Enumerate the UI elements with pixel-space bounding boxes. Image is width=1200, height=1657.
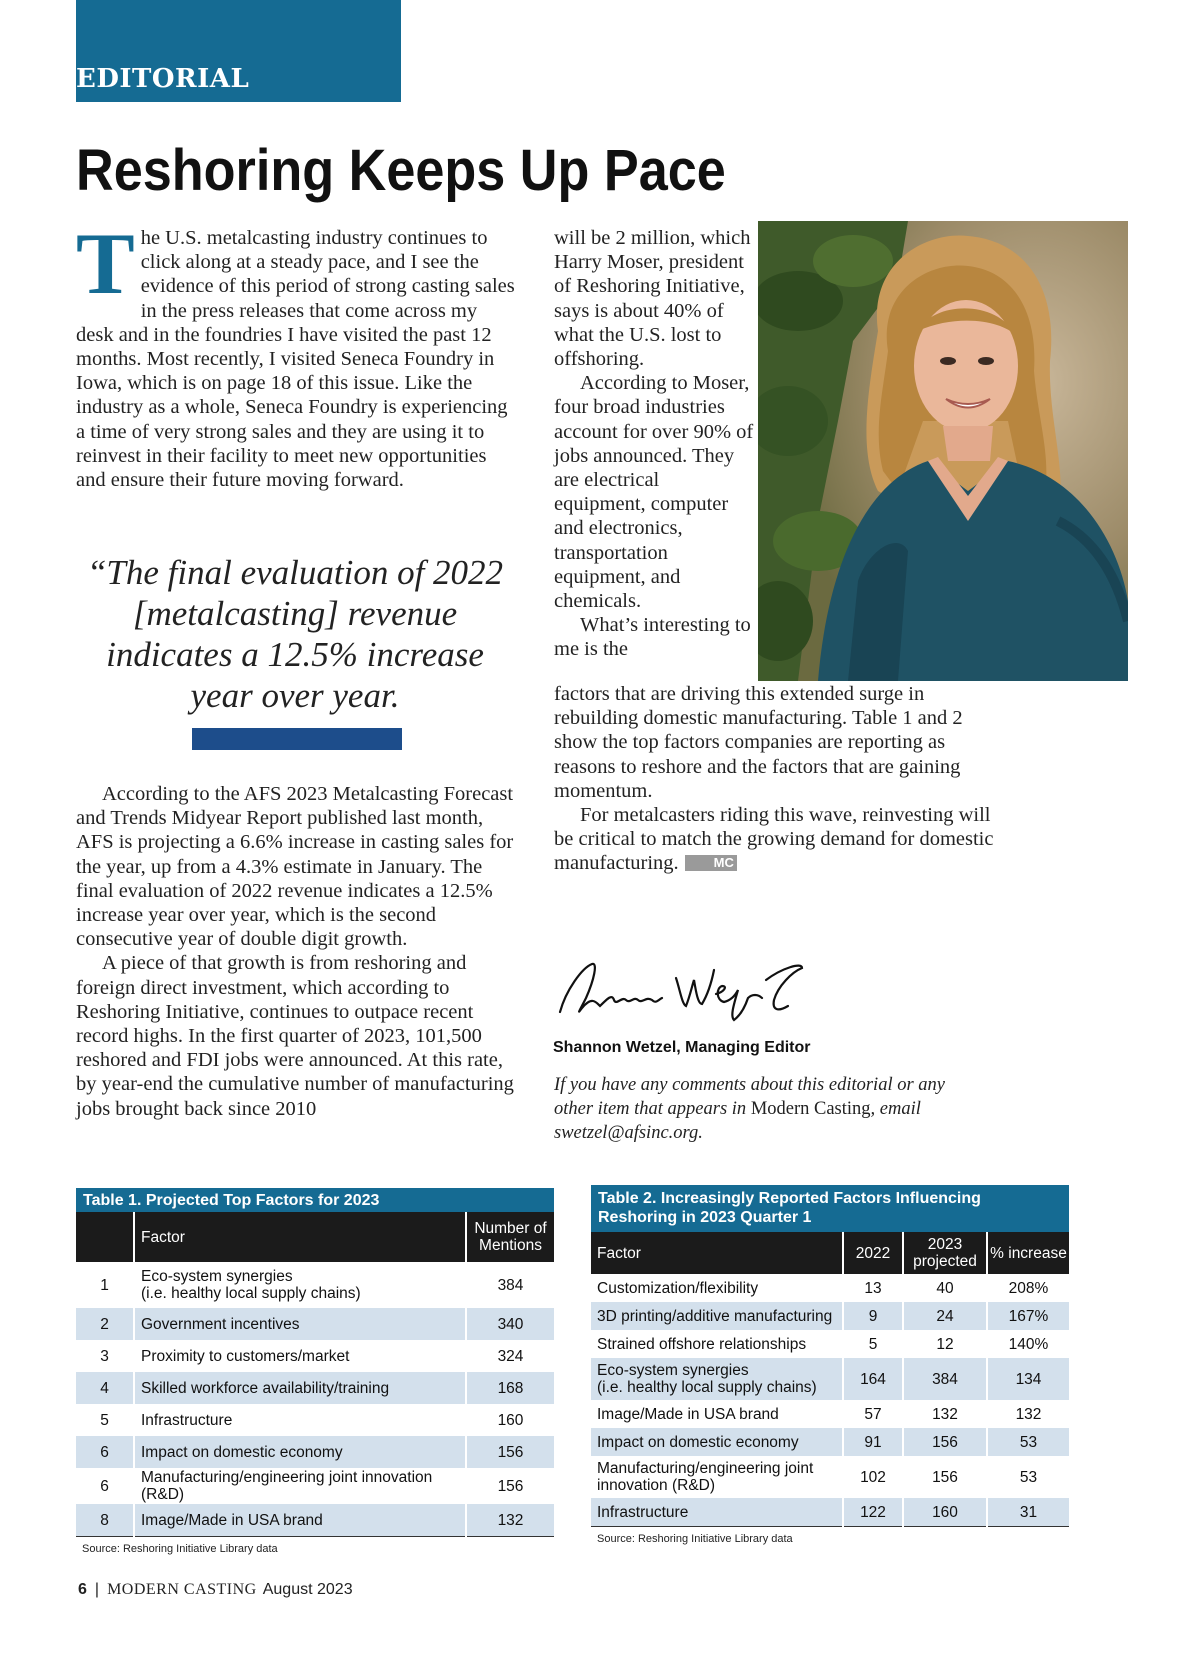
- table-2-2022-cell: 164: [843, 1358, 903, 1400]
- table-2-factor-cell: Infrastructure: [591, 1498, 843, 1527]
- contact-note-before: If you have any comments about this editorial or any other item that appears in: [554, 1075, 946, 1119]
- body-paragraph: will be 2 million, which Harry Moser, president of Reshoring Initiative, says is about 40% of what the U.S. lost to offshoring.: [554, 227, 751, 371]
- table-2-factor-cell: Eco-system synergies (i.e. healthy local supply chains): [591, 1358, 843, 1400]
- table-2-2022-cell: 91: [843, 1428, 903, 1456]
- table-2-pct-cell: 140%: [987, 1330, 1069, 1358]
- section-label: EDITORIAL: [76, 64, 250, 94]
- intro-text: he U.S. metalcasting industry continues to click along at a steady pace, and I see the evidence of this period of strong casting sales in the press releases that come across my desk and in the foundries I have visited the past 12 months. Most recently, I visited Seneca Foundry in Iowa, which is on page 18 of this issue. Like the industry as a whole, Seneca Foundry is experiencing a time of very strong sales and they are using it to reinvest in their facility to meet new opportunities and ensure their future moving forward.: [76, 227, 515, 492]
- table-2-pct-cell: 31: [987, 1498, 1069, 1527]
- table-1-header-row: [76, 1212, 554, 1262]
- footer-separator: |: [94, 1581, 100, 1598]
- table-1-header-mentions: Number of Mentions: [466, 1212, 554, 1262]
- table-1-rank-cell: 4: [76, 1372, 134, 1404]
- signature-name: Shannon Wetzel, Managing Editor: [553, 1039, 811, 1056]
- table-2-2023-cell: 156: [903, 1456, 987, 1498]
- table-1-title: Table 1. Projected Top Factors for 2023: [76, 1188, 554, 1212]
- table-2-header-2023: 2023 projected: [903, 1232, 987, 1274]
- table-2-2022-cell: 5: [843, 1330, 903, 1358]
- table-1-factor-cell: Proximity to customers/market: [134, 1340, 466, 1372]
- contact-note: [554, 1073, 984, 1145]
- table-1-rank-cell: 2: [76, 1308, 134, 1340]
- body-paragraph-text: For metalcasters riding this wave, reinvesting will be critical to match the growing demand for domestic manufacturing.: [554, 804, 994, 875]
- table-1-grid: [76, 1212, 554, 1537]
- table-2-2023-cell: 132: [903, 1400, 987, 1428]
- table-1-rank-cell: 6: [100, 1477, 109, 1495]
- table-2-pct-cell: 53: [987, 1428, 1069, 1456]
- body-paragraph-last: [554, 803, 994, 876]
- table-1-factor-cell: Skilled workforce availability/training: [134, 1372, 466, 1404]
- section-tag: [76, 0, 401, 102]
- table-row: [76, 1504, 554, 1537]
- table-1-factor-cell: Manufacturing/engineering joint innovation (R&D): [134, 1468, 466, 1504]
- table-row: [591, 1400, 1069, 1428]
- pull-quote-bar: [192, 728, 402, 750]
- table-row: [591, 1456, 1069, 1498]
- table-2-source: Source: Reshoring Initiative Library data: [597, 1533, 793, 1545]
- table-1-factor-cell: Image/Made in USA brand: [134, 1504, 466, 1537]
- table-row: [591, 1498, 1069, 1527]
- table-2-2023-cell: 12: [903, 1330, 987, 1358]
- body-paragraph: factors that are driving this extended surge in rebuilding domestic manufacturing. Table 1 and 2 show the top factors companies are reporting as reasons to reshore and the factors that are gaining momentum.: [554, 683, 963, 802]
- table-2-pct-cell: 167%: [987, 1302, 1069, 1330]
- table-2-2023-cell: 24: [903, 1302, 987, 1330]
- body-paragraph: A piece of that growth is from reshoring and foreign direct investment, which according to Reshoring Initiative, continues to outpace recent record highs. In the first quarter of 2023, 101,500 reshored and FDI jobs were announced. At this rate, by year-end the cumulative number of manufacturing jobs brought back since 2010: [76, 952, 514, 1120]
- body-column-left: [76, 782, 521, 1121]
- table-1-factor-cell: Government incentives: [134, 1308, 466, 1340]
- page-number: 6: [78, 1581, 87, 1598]
- table-2-2023-cell: 384: [903, 1358, 987, 1400]
- table-1-mentions-cell: 156: [466, 1468, 554, 1504]
- table-2-pct-cell: 208%: [987, 1274, 1069, 1302]
- table-row: [76, 1404, 554, 1436]
- table-2-title: Table 2. Increasingly Reported Factors Influencing Reshoring in 2023 Quarter 1: [591, 1185, 1069, 1232]
- table-1-mentions-cell: 132: [466, 1504, 554, 1537]
- table-2-factor-cell: 3D printing/additive manufacturing: [591, 1302, 843, 1330]
- table-row: [76, 1372, 554, 1404]
- mc-end-badge: MC: [685, 855, 737, 871]
- pull-quote: “The final evaluation of 2022 [metalcasting] revenue indicates a 12.5% increase year over year.: [86, 553, 504, 715]
- table-2-2022-cell: 13: [843, 1274, 903, 1302]
- table-row: [591, 1428, 1069, 1456]
- table-2-pct-cell: 134: [987, 1358, 1069, 1400]
- table-2-2023-cell: 160: [903, 1498, 987, 1527]
- table-1-factor-cell: Eco-system synergies (i.e. healthy local supply chains): [134, 1262, 466, 1308]
- table-2-factor-cell: Impact on domestic economy: [591, 1428, 843, 1456]
- table-1-mentions-cell: 384: [466, 1262, 554, 1308]
- table-1-mentions-cell: 340: [466, 1308, 554, 1340]
- body-column-right-narrow: [554, 226, 754, 662]
- table-1-rank-cell: 5: [100, 1411, 109, 1429]
- table-1-rank-cell: 8: [76, 1504, 134, 1537]
- footer-magazine: MODERN CASTING: [107, 1581, 257, 1598]
- table-1-mentions-cell: 160: [466, 1404, 554, 1436]
- table-row: [76, 1436, 554, 1468]
- table-2-factor-cell: Strained offshore relationships: [597, 1335, 807, 1353]
- table-1-factor-cell: Infrastructure: [134, 1404, 466, 1436]
- table-1-factor-cell: Impact on domestic economy: [134, 1436, 466, 1468]
- table-1-rank-cell: 1: [100, 1276, 109, 1294]
- table-row: [591, 1358, 1069, 1400]
- table-2-2023-cell: 156: [903, 1428, 987, 1456]
- page-footer: [78, 1581, 353, 1599]
- footer-date: August 2023: [262, 1581, 353, 1598]
- table-2-2023-cell: 40: [903, 1274, 987, 1302]
- table-row: [591, 1330, 1069, 1358]
- body-column-right-wide: [554, 682, 994, 876]
- table-2-2022-cell: 57: [843, 1400, 903, 1428]
- table-2-header-row: [591, 1232, 1069, 1274]
- table-1-rank-cell: 6: [76, 1436, 134, 1468]
- table-2-2022-cell: 102: [843, 1456, 903, 1498]
- table-1-mentions-cell: 168: [466, 1372, 554, 1404]
- body-paragraph: According to the AFS 2023 Metalcasting Forecast and Trends Midyear Report published last month, AFS is projecting a 6.6% increase in casting sales for the year, up from a 4.3% estimate in January. The final evaluation of 2022 revenue indicates a 12.5% increase year over year, which is the second consecutive year of double digit growth.: [76, 783, 514, 951]
- body-paragraph: What’s interesting to me is the: [554, 614, 751, 661]
- table-1-source: Source: Reshoring Initiative Library data: [82, 1543, 278, 1555]
- contact-note-after: , email swetzel@afsinc.org.: [554, 1099, 921, 1143]
- table-row: [591, 1274, 1069, 1302]
- table-row: [76, 1308, 554, 1340]
- table-row: [76, 1262, 554, 1308]
- table-2-pct-cell: 53: [987, 1456, 1069, 1498]
- contact-note-magazine: Modern Casting: [750, 1099, 871, 1119]
- table-row: [591, 1302, 1069, 1330]
- table-1-mentions-cell: 156: [466, 1436, 554, 1468]
- table-1-rank-cell: 3: [100, 1347, 109, 1365]
- intro-paragraph: [76, 216, 516, 492]
- signature-image: [552, 950, 812, 1030]
- page-title: Reshoring Keeps Up Pace: [76, 138, 726, 203]
- table-1-header-rank: [76, 1212, 134, 1262]
- editor-portrait-image: [758, 221, 1128, 681]
- table-row: [76, 1340, 554, 1372]
- table-2-factor-cell: Image/Made in USA brand: [597, 1405, 779, 1423]
- table-1-mentions-cell: 324: [466, 1340, 554, 1372]
- table-2-factor-cell: Customization/flexibility: [597, 1279, 759, 1297]
- editor-photo: [758, 221, 1128, 681]
- table-2: [591, 1185, 1069, 1545]
- body-paragraph: According to Moser, four broad industries account for over 90% of jobs announced. They are electrical equipment, computer and electronics, transportation equipment, and chemicals.: [554, 372, 754, 613]
- table-1-header-factor: Factor: [134, 1212, 466, 1262]
- table-2-header-pct: % increase: [987, 1232, 1069, 1274]
- table-2-2022-cell: 122: [843, 1498, 903, 1527]
- table-row: [76, 1468, 554, 1504]
- drop-cap: T: [76, 216, 135, 313]
- table-1: [76, 1188, 554, 1555]
- table-2-grid: [591, 1232, 1069, 1527]
- table-2-factor-cell: Manufacturing/engineering joint innovation (R&D): [597, 1460, 814, 1494]
- table-2-pct-cell: 132: [987, 1400, 1069, 1428]
- table-2-header-factor: Factor: [591, 1232, 843, 1274]
- table-2-2022-cell: 9: [843, 1302, 903, 1330]
- table-2-header-2022: 2022: [843, 1232, 903, 1274]
